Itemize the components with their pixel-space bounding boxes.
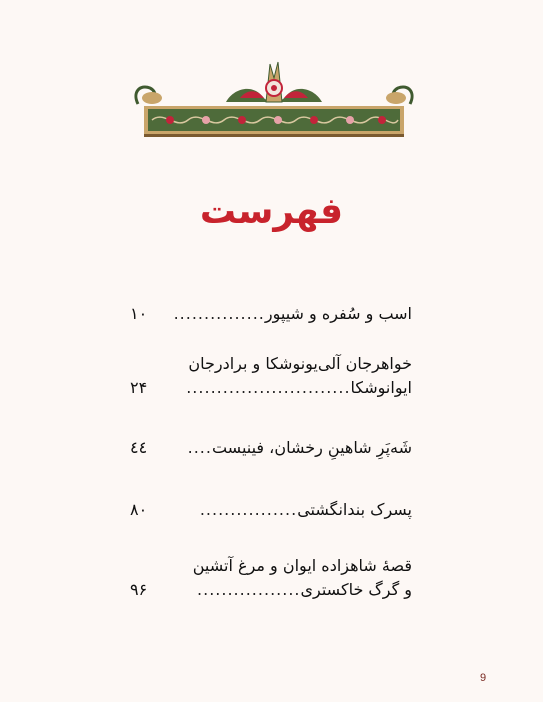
toc-entry-line xyxy=(130,376,412,400)
toc-entry[interactable] xyxy=(130,352,412,400)
toc-leader-dots: ............... xyxy=(173,304,265,323)
toc-page-number: ۹۶ xyxy=(130,580,148,599)
toc-leader-dots: .... xyxy=(187,438,212,457)
page-number: 9 xyxy=(480,672,487,684)
toc-entry-title: پسرک بندانگشتی xyxy=(297,500,412,519)
toc-entry[interactable] xyxy=(130,554,412,602)
toc-entry-title: خواهرجان آلی‌یونوشکا و برادرجان xyxy=(188,354,412,373)
toc-entry-line xyxy=(130,498,412,522)
toc-entry[interactable] xyxy=(130,498,412,522)
toc-entry[interactable] xyxy=(130,436,412,460)
toc-entry-title: اسب و سُفره و شیپور xyxy=(264,304,412,323)
page-title: فهرست xyxy=(199,191,344,232)
toc-entry-line xyxy=(130,302,412,326)
toc-leader-dots: ................. xyxy=(197,580,301,599)
toc-entry-title: شَه‌پَرِ شاهینِ رخشان، فینیست xyxy=(211,438,412,457)
toc-page-number: ٤٤ xyxy=(130,438,148,457)
toc-page-number: ۸۰ xyxy=(130,500,148,519)
toc-leader-dots: ................ xyxy=(199,500,298,519)
toc-page-number: ۱۰ xyxy=(130,304,148,323)
toc-entry-title: قصهٔ شاهزاده ایوان و مرغ آتشین xyxy=(192,556,412,575)
ornamental-headpiece xyxy=(130,58,418,140)
toc-leader-dots: ........................... xyxy=(186,378,351,397)
toc-entry-line xyxy=(130,436,412,460)
toc-entry[interactable] xyxy=(130,302,412,326)
toc-entry-title-continued: و گرگ خاکستری xyxy=(300,580,412,599)
toc-page-number: ۲۴ xyxy=(130,378,148,397)
toc-entry-line xyxy=(130,578,412,602)
toc-entry-title-continued: ایوانوشکا xyxy=(350,378,412,397)
